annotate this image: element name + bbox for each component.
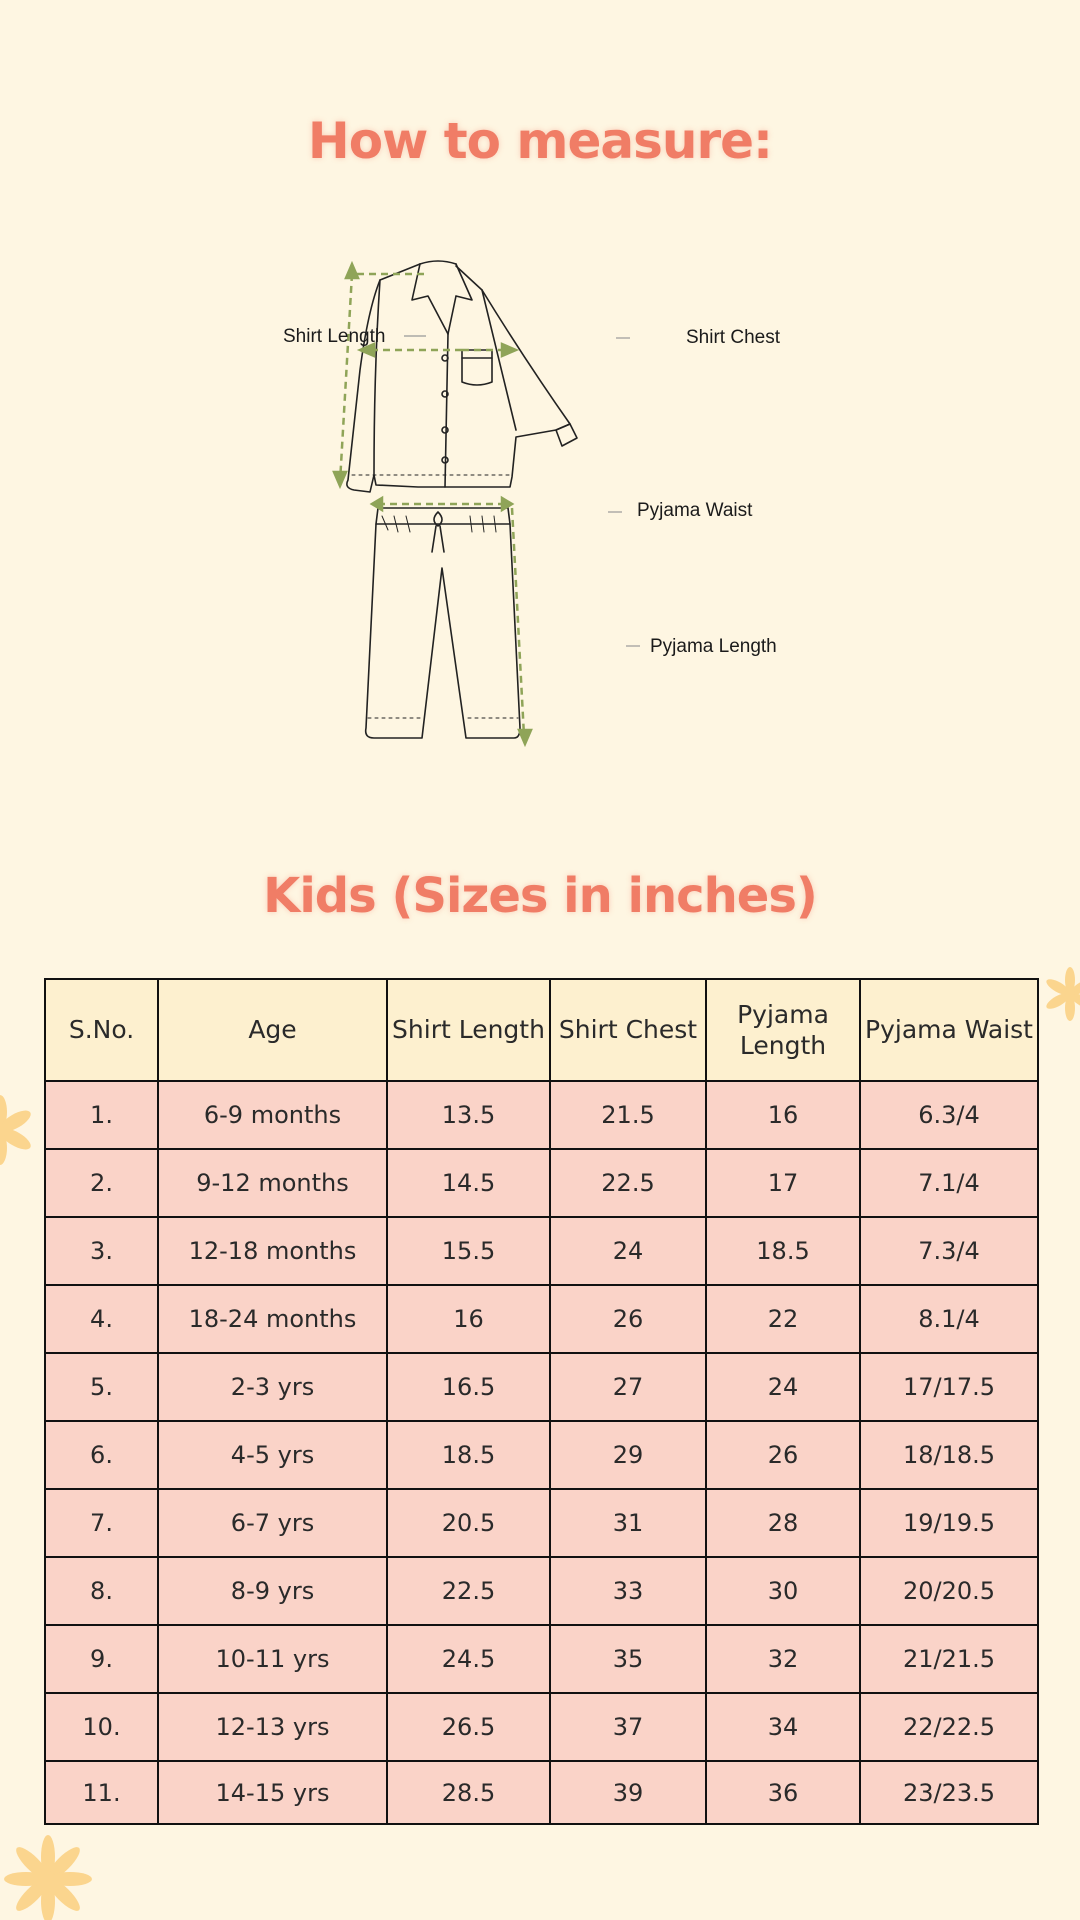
cell-pyjama-length: 16 [706,1081,860,1149]
cell-shirt-chest: 21.5 [550,1081,706,1149]
table-row [45,1217,1038,1285]
cell-shirt-chest: 26 [550,1285,706,1353]
cell-shirt-chest: 39 [550,1761,706,1824]
cell-shirt-chest: 35 [550,1625,706,1693]
cell-age: 6-7 yrs [158,1489,387,1557]
how-to-measure-title: How to measure: [307,112,773,170]
cell-shirt-length: 14.5 [387,1149,550,1217]
shirt-length-label: Shirt Length [283,326,386,347]
cell-sno: 11. [45,1761,158,1824]
cell-shirt-chest: 29 [550,1421,706,1489]
cell-age: 2-3 yrs [158,1353,387,1421]
cell-shirt-chest: 22.5 [550,1149,706,1217]
table-header-row [45,979,1038,1081]
cell-age: 18-24 months [158,1285,387,1353]
cell-shirt-length: 16 [387,1285,550,1353]
header-sno: S.No. [45,979,158,1081]
table-row [45,1081,1038,1149]
cell-sno: 1. [45,1081,158,1149]
cell-pyjama-length: 30 [706,1557,860,1625]
cell-age: 12-18 months [158,1217,387,1285]
cell-pyjama-length: 32 [706,1625,860,1693]
cell-sno: 3. [45,1217,158,1285]
cell-age: 12-13 yrs [158,1693,387,1761]
flower-decoration-bottom-left [0,1826,100,1920]
flower-decoration-right [1040,964,1080,1024]
cell-age: 14-15 yrs [158,1761,387,1824]
pyjama-length-label: Pyjama Length [650,636,777,657]
cell-sno: 2. [45,1149,158,1217]
header-shirt-chest: Shirt Chest [550,979,706,1081]
cell-pyjama-length: 18.5 [706,1217,860,1285]
cell-age: 9-12 months [158,1149,387,1217]
table-row [45,1149,1038,1217]
flower-decoration-left [0,1090,40,1170]
pyjama-waist-label: Pyjama Waist [637,500,753,521]
cell-pyjama-waist: 18/18.5 [860,1421,1038,1489]
cell-pyjama-length: 36 [706,1761,860,1824]
shirt-chest-label: Shirt Chest [686,327,780,348]
cell-shirt-chest: 37 [550,1693,706,1761]
cell-pyjama-length: 28 [706,1489,860,1557]
cell-shirt-length: 13.5 [387,1081,550,1149]
table-row [45,1489,1038,1557]
cell-age: 8-9 yrs [158,1557,387,1625]
cell-age: 4-5 yrs [158,1421,387,1489]
header-pyjama-waist: Pyjama Waist [860,979,1038,1081]
cell-shirt-chest: 27 [550,1353,706,1421]
cell-pyjama-length: 24 [706,1353,860,1421]
cell-sno: 7. [45,1489,158,1557]
cell-age: 6-9 months [158,1081,387,1149]
cell-pyjama-waist: 22/22.5 [860,1693,1038,1761]
cell-shirt-length: 15.5 [387,1217,550,1285]
cell-pyjama-length: 34 [706,1693,860,1761]
cell-pyjama-waist: 8.1/4 [860,1285,1038,1353]
measurement-diagram [270,250,830,810]
cell-pyjama-waist: 23/23.5 [860,1761,1038,1824]
table-row [45,1421,1038,1489]
cell-shirt-length: 28.5 [387,1761,550,1824]
cell-shirt-length: 24.5 [387,1625,550,1693]
cell-pyjama-waist: 7.1/4 [860,1149,1038,1217]
cell-shirt-length: 26.5 [387,1693,550,1761]
size-chart-table [44,978,1039,1825]
cell-shirt-chest: 24 [550,1217,706,1285]
cell-sno: 8. [45,1557,158,1625]
cell-pyjama-length: 26 [706,1421,860,1489]
cell-pyjama-waist: 6.3/4 [860,1081,1038,1149]
table-row [45,1353,1038,1421]
cell-pyjama-length: 17 [706,1149,860,1217]
cell-pyjama-waist: 21/21.5 [860,1625,1038,1693]
cell-shirt-length: 20.5 [387,1489,550,1557]
table-row [45,1285,1038,1353]
cell-pyjama-waist: 19/19.5 [860,1489,1038,1557]
cell-sno: 4. [45,1285,158,1353]
cell-sno: 9. [45,1625,158,1693]
table-row [45,1693,1038,1761]
kids-size-title: Kids (Sizes in inches) [263,868,817,924]
cell-pyjama-length: 22 [706,1285,860,1353]
cell-pyjama-waist: 20/20.5 [860,1557,1038,1625]
cell-age: 10-11 yrs [158,1625,387,1693]
cell-sno: 10. [45,1693,158,1761]
table-row [45,1625,1038,1693]
cell-pyjama-waist: 7.3/4 [860,1217,1038,1285]
table-row [45,1557,1038,1625]
cell-shirt-chest: 33 [550,1557,706,1625]
cell-shirt-chest: 31 [550,1489,706,1557]
cell-shirt-length: 16.5 [387,1353,550,1421]
header-shirt-length: Shirt Length [387,979,550,1081]
cell-shirt-length: 22.5 [387,1557,550,1625]
cell-sno: 5. [45,1353,158,1421]
header-age: Age [158,979,387,1081]
cell-pyjama-waist: 17/17.5 [860,1353,1038,1421]
header-pyjama-length: Pyjama Length [706,979,860,1081]
cell-shirt-length: 18.5 [387,1421,550,1489]
table-row [45,1761,1038,1824]
cell-sno: 6. [45,1421,158,1489]
